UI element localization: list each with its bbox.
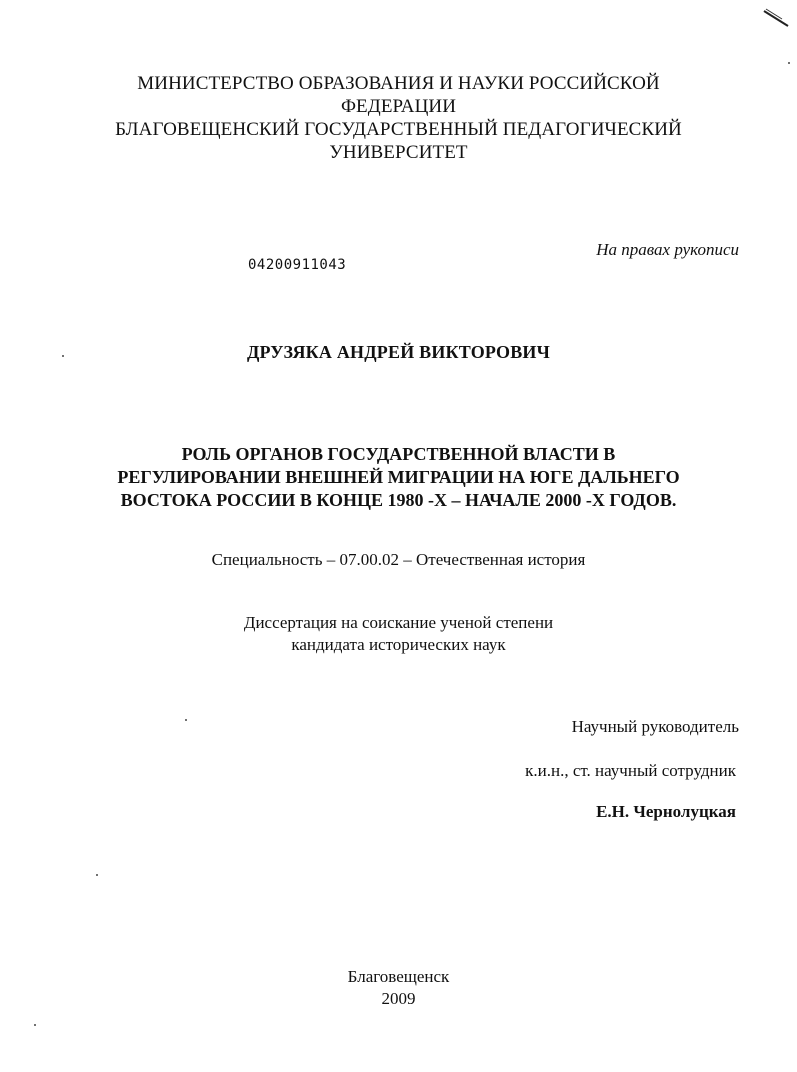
scan-speck (185, 719, 187, 721)
place-and-year (0, 966, 797, 1010)
author-name: ДРУЗЯКА АНДРЕЙ ВИКТОРОВИЧ (246, 342, 551, 362)
city: Благовещенск (347, 967, 450, 986)
ministry-header (0, 72, 797, 164)
title-line: РОЛЬ ОРГАНОВ ГОСУДАРСТВЕННОЙ ВЛАСТИ В (181, 444, 616, 464)
header-line: БЛАГОВЕЩЕНСКИЙ ГОСУДАРСТВЕННЫЙ ПЕДАГОГИЧЕСКИЙ (115, 119, 682, 140)
scan-mark-icon (762, 8, 792, 30)
degree-line: кандидата исторических наук (291, 635, 506, 654)
document-number: 04200911043 (248, 257, 347, 273)
rights-note: На правах рукописи (596, 240, 739, 259)
header-line: УНИВЕРСИТЕТ (329, 142, 468, 163)
title-line: РЕГУЛИРОВАНИИ ВНЕШНЕЙ МИГРАЦИИ НА ЮГЕ ДАЛЬНЕГО (117, 467, 680, 487)
dissertation-title (0, 443, 797, 512)
header-line: ФЕДЕРАЦИИ (340, 96, 457, 117)
degree-statement (0, 612, 797, 656)
scan-speck (34, 1024, 36, 1026)
supervisor-name: Е.Н. Чернолуцкая (596, 802, 736, 821)
scan-speck (96, 874, 98, 876)
specialty-line: Специальность – 07.00.02 – Отечественная история (211, 550, 586, 569)
supervisor-rank: к.и.н., ст. научный сотрудник (525, 761, 736, 780)
scan-speck (788, 62, 790, 64)
year: 2009 (381, 989, 416, 1008)
degree-line: Диссертация на соискание ученой степени (243, 613, 554, 632)
supervisor-title: Научный руководитель (571, 717, 739, 736)
header-line: МИНИСТЕРСТВО ОБРАЗОВАНИЯ И НАУКИ РОССИЙСКОЙ (137, 73, 660, 94)
title-line: ВОСТОКА РОССИИ В КОНЦЕ 1980 -Х – НАЧАЛЕ 2000 -Х ГОДОВ. (120, 490, 677, 510)
